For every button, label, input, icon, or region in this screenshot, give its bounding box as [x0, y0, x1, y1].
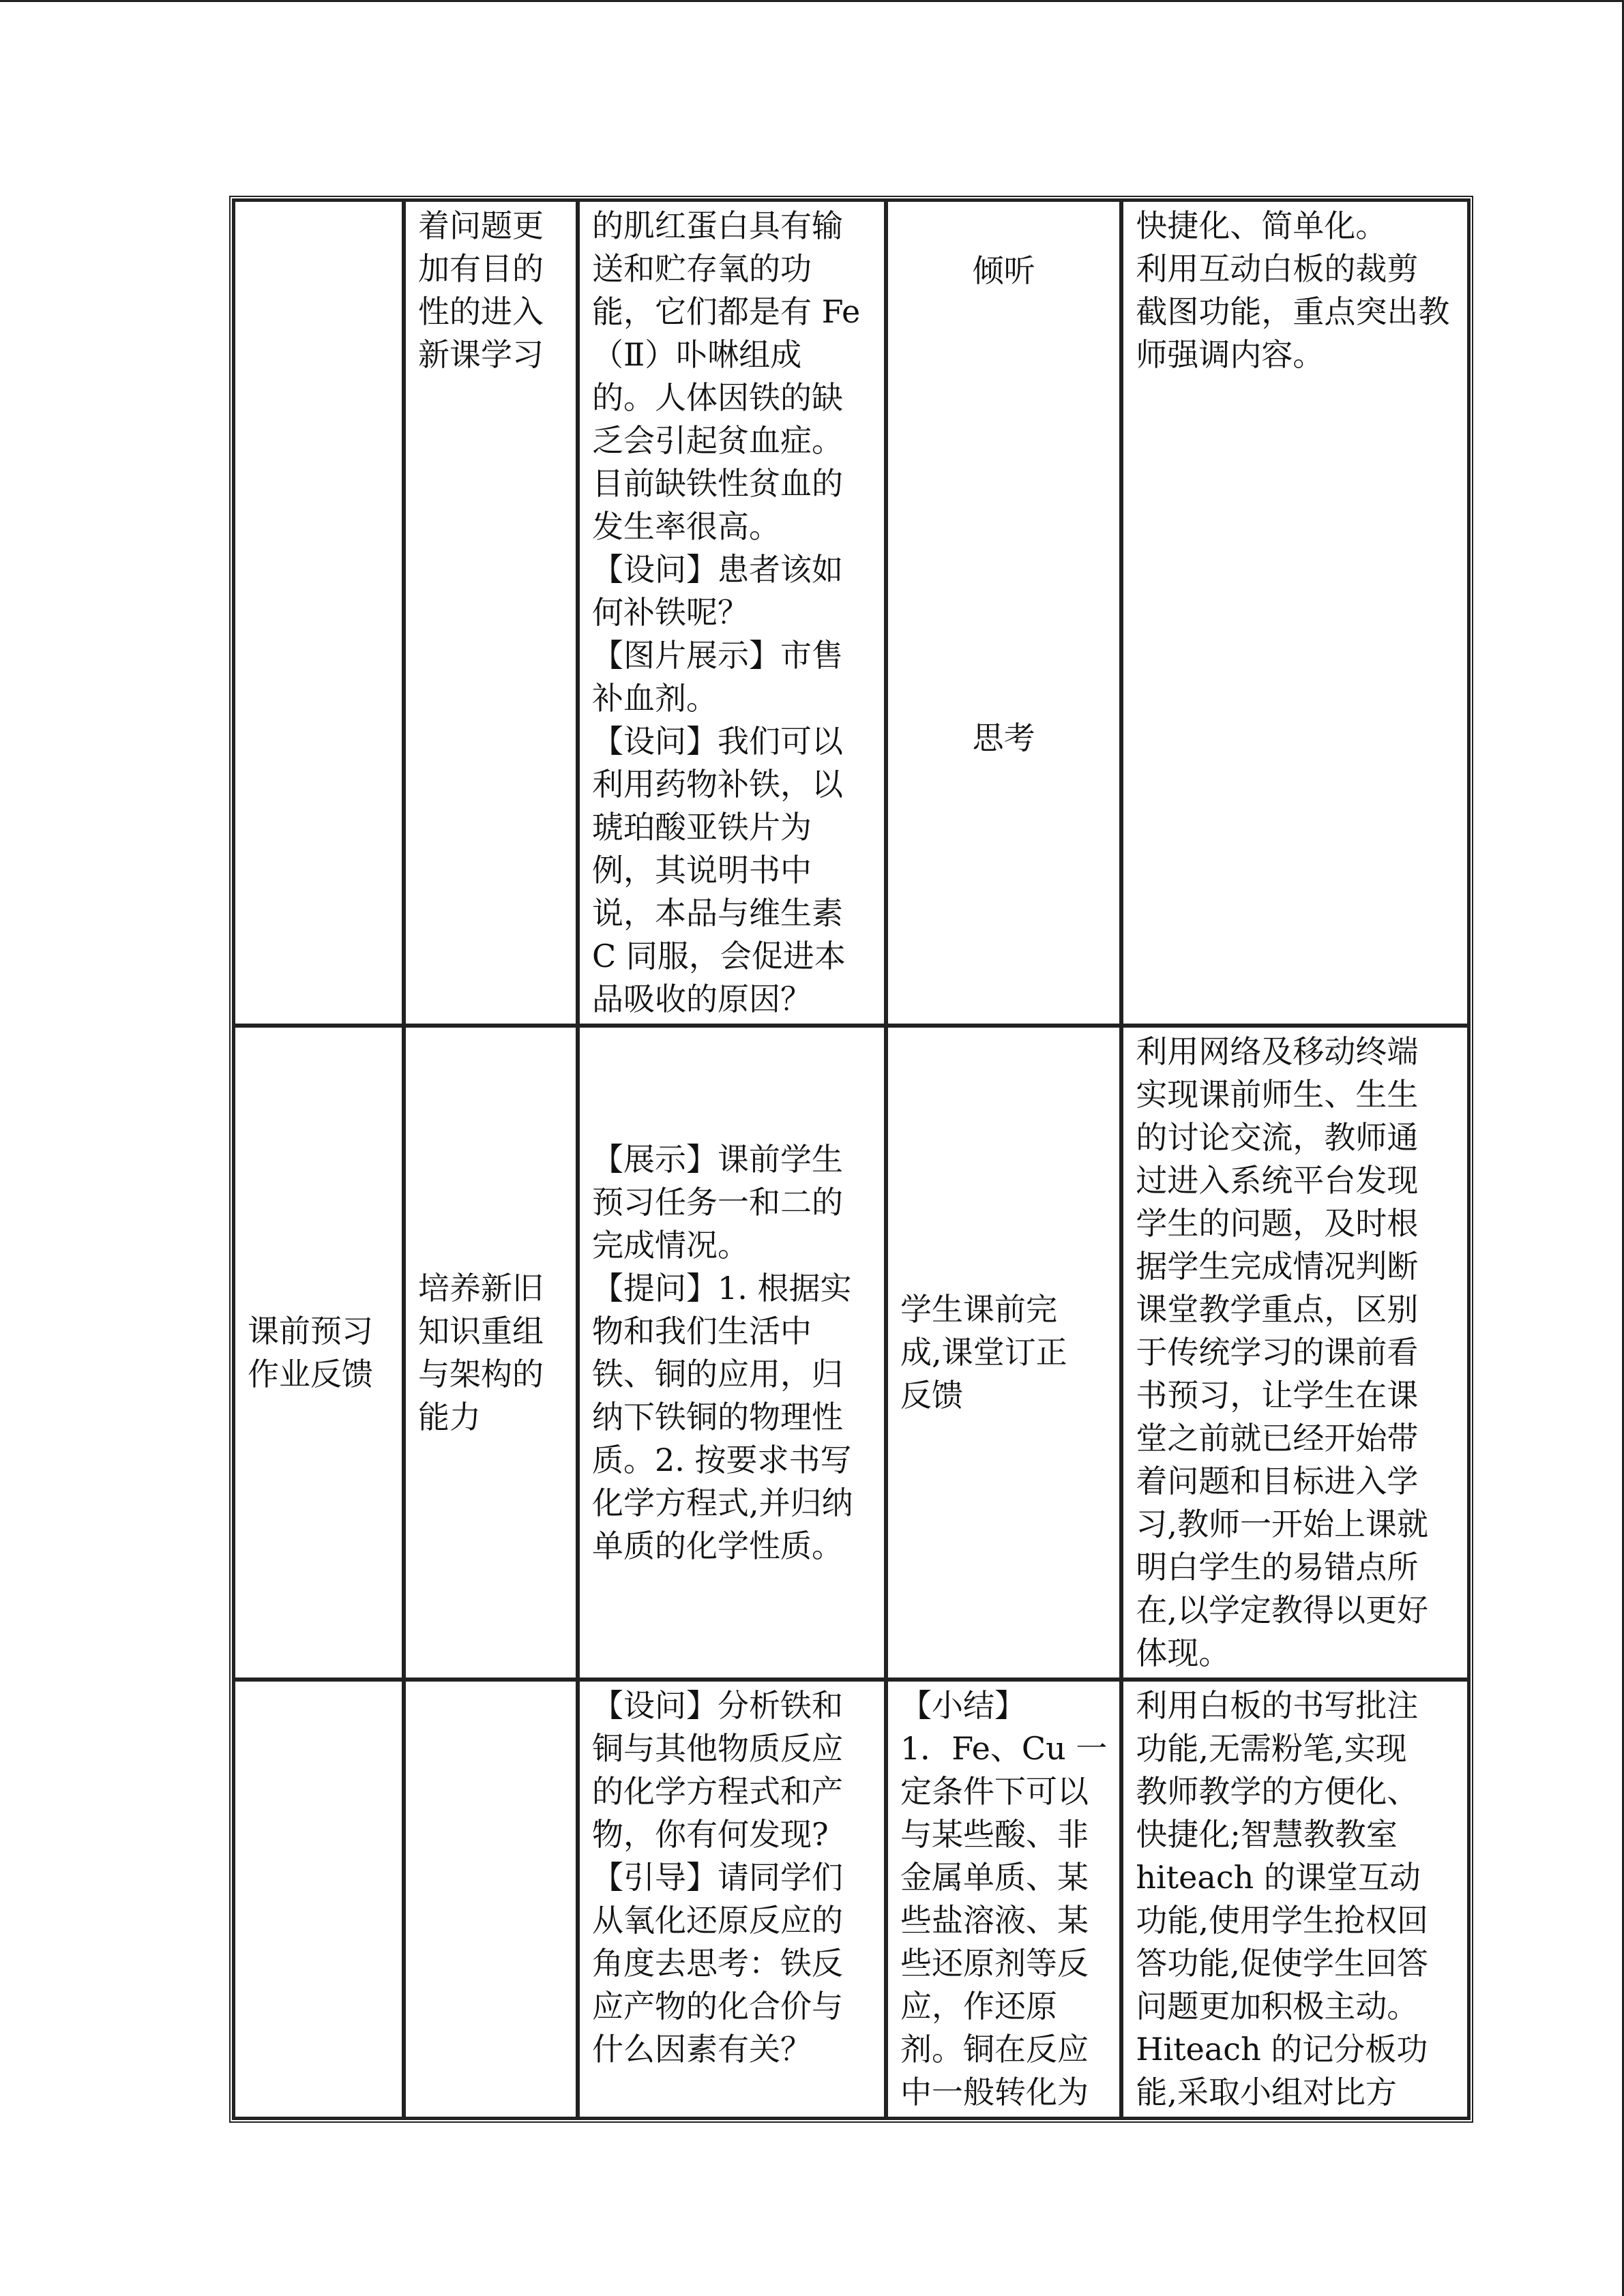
cell-text-line: 定条件下可以 — [900, 1773, 1089, 1810]
cell-text-line: 何补铁呢？ — [592, 594, 749, 631]
cell-text-line: 利用药物补铁，以 — [592, 766, 843, 803]
cell-text-line: 应，作还原 — [900, 1988, 1057, 2025]
cell-text-line: 与某些酸、非 — [900, 1816, 1089, 1853]
cell-text-line: 快捷化、简单化。 — [1136, 207, 1387, 244]
cell-text-line: 利用白板的书写批注 — [1136, 1687, 1419, 1724]
cell-text-line: 能力 — [418, 1398, 481, 1435]
student-activity-listen: 倾听 — [972, 252, 1035, 289]
cell-text-line: 质。2. 按要求书写 — [592, 1441, 852, 1478]
cell-text-line: 角度去思考：铁反 — [592, 1945, 843, 1982]
cell-text-line: 【提问】1. 根据实 — [592, 1269, 852, 1307]
cell-text-line: 着问题和目标进入学 — [1136, 1463, 1419, 1500]
cell-text-line: 答功能,促使学生回答 — [1136, 1945, 1428, 1982]
cell-text-line: C 同服，会促进本 — [592, 938, 846, 974]
cell-text-line: 铜与其他物质反应 — [592, 1730, 843, 1767]
cell-text-line: 体现。 — [1136, 1635, 1230, 1671]
cell-text-line: hiteach 的课堂互动 — [1136, 1859, 1421, 1896]
cell-text-line: 截图功能，重点突出教 — [1136, 293, 1450, 330]
cell-text-line: 师强调内容。 — [1136, 336, 1325, 373]
cell-text-line: 化学方程式,并归纳 — [592, 1484, 853, 1521]
cell-text-line: 从氧化还原反应的 — [592, 1902, 843, 1939]
cell-text-line: 【设问】分析铁和 — [592, 1687, 843, 1724]
cell-text-line: 物，你有何发现? — [592, 1816, 829, 1853]
design-intent-cell — [1121, 200, 1469, 1026]
cell-text-line: 完成情况。 — [592, 1226, 749, 1264]
cell-text-line: 中一般转化为 — [900, 2074, 1089, 2111]
table-row — [233, 200, 1469, 1026]
cell-text-line: 教师教学的方便化、 — [1136, 1773, 1419, 1810]
cell-text-line: 的讨论交流，教师通 — [1136, 1119, 1419, 1156]
cell-text-line: 铁、铜的应用，归 — [592, 1355, 843, 1392]
cell-text-line: 快捷化;智慧教教室 — [1136, 1816, 1398, 1853]
cell-text-line: 习,教师一开始上课就 — [1136, 1506, 1428, 1542]
cell-text-line: 纳下铁铜的物理性 — [592, 1398, 843, 1435]
cell-text-line: 堂之前就已经开始带 — [1136, 1420, 1419, 1457]
cell-text-line: 的。人体因铁的缺 — [592, 379, 843, 416]
cell-text-line: 培养新旧 — [418, 1269, 544, 1307]
table-row — [233, 1026, 1469, 1680]
student-activity-cell — [886, 1680, 1121, 2119]
cell-text-line: 说，本品与维生素 — [592, 895, 843, 931]
cell-text-line: 【设问】患者该如 — [592, 551, 843, 588]
cell-text-line: 琥珀酸亚铁片为 — [592, 809, 812, 846]
cell-text-line: 新课学习 — [418, 336, 544, 373]
cell-text-line: 功能,无需粉笔,实现 — [1136, 1730, 1407, 1767]
cell-text-line: 性的进入 — [418, 293, 544, 330]
design-intent-cell — [1121, 1680, 1469, 2119]
cell-text-line: 课前预习 — [248, 1312, 373, 1350]
cell-text-line: 乏会引起贫血症。 — [592, 422, 843, 459]
stage-cell — [233, 1026, 404, 1680]
goal-cell — [404, 200, 578, 1026]
cell-text-line: 目前缺铁性贫血的 — [592, 465, 843, 502]
cell-text-line: 【展示】课前学生 — [592, 1140, 843, 1178]
cell-text-line: 作业反馈 — [248, 1355, 373, 1392]
cell-text-line: 据学生完成情况判断 — [1136, 1248, 1419, 1285]
cell-text-line: 单质的化学性质。 — [592, 1527, 843, 1564]
cell-text-line: 学生课前完 — [900, 1291, 1057, 1328]
cell-text-line: 反馈 — [900, 1377, 963, 1414]
goal-cell — [404, 1680, 578, 2119]
cell-text-line: 金属单质、某 — [900, 1859, 1089, 1896]
cell-text-line: 些盐溶液、某 — [900, 1902, 1089, 1939]
cell-text-line: 明白学生的易错点所 — [1136, 1549, 1419, 1585]
cell-text-line: 些还原剂等反 — [900, 1945, 1089, 1982]
cell-text-line: 【引导】请同学们 — [592, 1859, 843, 1896]
cell-text-line: 什么因素有关？ — [592, 2031, 812, 2068]
cell-text-line: 例，其说明书中 — [592, 852, 812, 889]
cell-text-line: 品吸收的原因？ — [592, 981, 812, 1017]
design-intent-cell — [1121, 1026, 1469, 1680]
cell-text-line: 【图片展示】市售 — [592, 637, 843, 674]
cell-text-line: 着问题更 — [418, 207, 544, 244]
cell-text-line: 发生率很高。 — [592, 508, 780, 545]
cell-text-line: Hiteach 的记分板功 — [1136, 2031, 1428, 2068]
cell-text-line: 应产物的化合价与 — [592, 1988, 843, 2025]
cell-text-line: 送和贮存氧的功 — [592, 250, 812, 287]
cell-text-line: 在,以学定教得以更好 — [1136, 1592, 1428, 1628]
cell-text-line: 的肌红蛋白具有输 — [592, 207, 843, 244]
cell-text-line: 问题更加积极主动。 — [1136, 1988, 1419, 2025]
cell-text-line: 预习任务一和二的 — [592, 1183, 843, 1221]
stage-cell — [233, 1680, 404, 2119]
teacher-activity-cell — [578, 1026, 886, 1680]
student-activity-think: 思考 — [972, 719, 1035, 756]
cell-text-line: 利用互动白板的裁剪 — [1136, 250, 1419, 287]
cell-text-line: 于传统学习的课前看 — [1136, 1334, 1419, 1371]
teacher-activity-cell — [578, 200, 886, 1026]
cell-text-line: 1．Fe、Cu 一 — [900, 1730, 1108, 1767]
cell-text-line: 书预习，让学生在课 — [1136, 1377, 1419, 1414]
cell-text-line: 剂。铜在反应 — [900, 2031, 1089, 2068]
student-activity-cell — [886, 200, 1121, 1026]
lesson-plan-table — [229, 196, 1473, 2123]
cell-text-line: 实现课前师生、生生 — [1136, 1076, 1419, 1113]
cell-text-line: 学生的问题，及时根 — [1136, 1205, 1419, 1242]
cell-text-line: 课堂教学重点，区别 — [1136, 1291, 1419, 1328]
stage-cell — [233, 200, 404, 1026]
cell-text-line: 知识重组 — [418, 1312, 544, 1350]
cell-text-line: 成,课堂订正 — [900, 1334, 1067, 1371]
cell-text-line: 过进入系统平台发现 — [1136, 1162, 1419, 1199]
cell-text-line: 【设问】我们可以 — [592, 723, 843, 760]
cell-text-line: （Ⅱ）卟啉组成 — [592, 336, 802, 373]
cell-text-line: 物和我们生活中 — [592, 1312, 812, 1350]
cell-text-line: 补血剂。 — [592, 680, 718, 717]
cell-text-line: 利用网络及移动终端 — [1136, 1033, 1419, 1070]
table-row — [233, 1680, 1469, 2119]
cell-text-line: 的化学方程式和产 — [592, 1773, 843, 1810]
cell-text-line: 与架构的 — [418, 1355, 544, 1392]
teacher-activity-cell — [578, 1680, 886, 2119]
goal-cell — [404, 1026, 578, 1680]
cell-text-line: 加有目的 — [418, 250, 544, 287]
cell-text-line: 能，它们都是有 Fe — [592, 293, 861, 330]
student-activity-cell — [886, 1026, 1121, 1680]
cell-text-line: 能,采取小组对比方 — [1136, 2074, 1397, 2111]
cell-text-line: 【小结】 — [900, 1687, 1026, 1724]
cell-text-line: 功能,使用学生抢权回 — [1136, 1902, 1428, 1939]
